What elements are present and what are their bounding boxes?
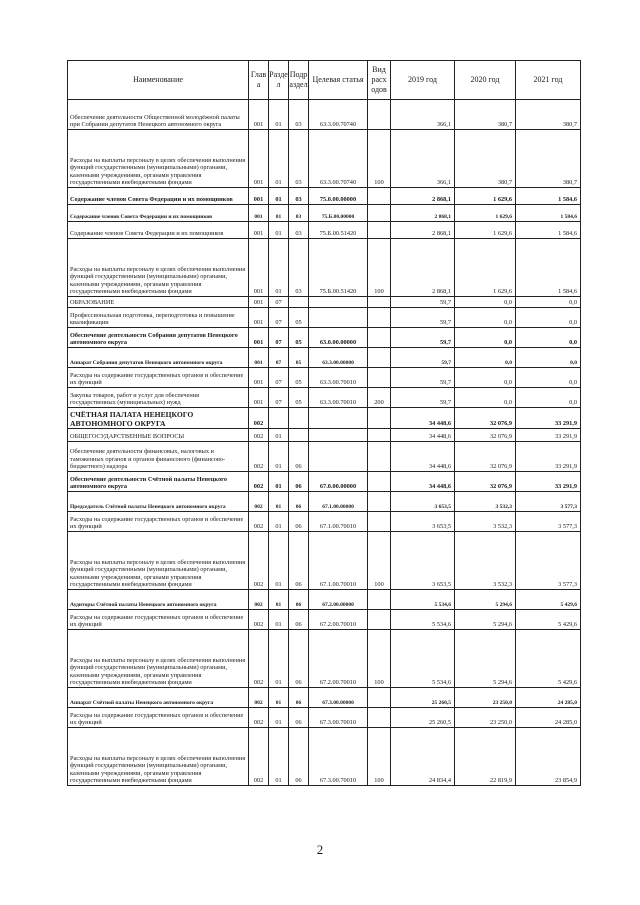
cell-name: Расходы на содержание государственных органов и обеспечение их функций <box>68 610 249 630</box>
cell-c: 3 577,3 <box>516 492 581 512</box>
cell-a: 34 448,6 <box>391 408 455 429</box>
cell-v <box>368 222 391 239</box>
cell-v: 200 <box>368 388 391 408</box>
cell-c: 5 429,6 <box>516 610 581 630</box>
cell-c: 1 584,6 <box>516 222 581 239</box>
cell-v <box>368 308 391 328</box>
table-row <box>68 100 581 130</box>
cell-g: 001 <box>249 130 269 188</box>
header-name: Наименование <box>68 61 249 100</box>
cell-c: 0,0 <box>516 328 581 348</box>
cell-a: 5 534,6 <box>391 610 455 630</box>
table-row <box>68 532 581 590</box>
cell-p: 06 <box>289 708 309 728</box>
budget-table-container <box>67 60 580 786</box>
cell-name: ОБЩЕГОСУДАРСТВЕННЫЕ ВОПРОСЫ <box>68 429 249 442</box>
cell-c: 380,7 <box>516 130 581 188</box>
cell-g: 001 <box>249 388 269 408</box>
cell-a: 59,7 <box>391 348 455 368</box>
header-razdel: Разде л <box>269 61 289 100</box>
cell-name: Расходы на содержание государственных органов и обеспечение их функций <box>68 368 249 388</box>
cell-name: Расходы на выплаты персоналу в целях обеспечения выполнения функций государственными (муниципальными) органами, казенными учреждениями, органами управления государственными внебюджетными фондами <box>68 130 249 188</box>
cell-p <box>289 297 309 308</box>
cell-a: 3 653,5 <box>391 532 455 590</box>
cell-r: 01 <box>269 429 289 442</box>
cell-c: 24 285,0 <box>516 708 581 728</box>
cell-r: 01 <box>269 630 289 688</box>
header-glava: Глав а <box>249 61 269 100</box>
cell-a: 59,7 <box>391 308 455 328</box>
cell-b: 0,0 <box>455 297 516 308</box>
cell-b: 380,7 <box>455 130 516 188</box>
cell-p: 05 <box>289 368 309 388</box>
cell-s: 63.3.00.70740 <box>309 130 368 188</box>
cell-name: Содержание членов Совета Федерации и их помощников <box>68 188 249 205</box>
cell-r <box>269 408 289 429</box>
cell-name: Расходы на содержание государственных органов и обеспечение их функций <box>68 708 249 728</box>
cell-p: 05 <box>289 388 309 408</box>
cell-v <box>368 188 391 205</box>
cell-p: 06 <box>289 610 309 630</box>
cell-name: Расходы на выплаты персоналу в целях обеспечения выполнения функций государственными (муниципальными) органами, казенными учреждениями, органами управления государственными внебюджетными фондами <box>68 239 249 297</box>
cell-s: 63.0.00.00000 <box>309 328 368 348</box>
cell-r: 01 <box>269 222 289 239</box>
cell-v <box>368 205 391 222</box>
cell-p: 03 <box>289 100 309 130</box>
cell-c: 3 577,3 <box>516 532 581 590</box>
cell-p: 06 <box>289 688 309 708</box>
cell-name: Расходы на выплаты персоналу в целях обеспечения выполнения функций государственными (муниципальными) органами, казенными учреждениями, органами управления государственными внебюджетными фондами <box>68 532 249 590</box>
cell-v <box>368 708 391 728</box>
cell-b: 23 250,0 <box>455 708 516 728</box>
table-row <box>68 708 581 728</box>
cell-a: 2 868,1 <box>391 222 455 239</box>
cell-r: 01 <box>269 688 289 708</box>
cell-g: 001 <box>249 368 269 388</box>
cell-s: 67.3.00.70010 <box>309 708 368 728</box>
cell-g: 002 <box>249 532 269 590</box>
cell-b: 22 819,9 <box>455 728 516 786</box>
cell-v <box>368 429 391 442</box>
cell-p: 05 <box>289 308 309 328</box>
cell-s: 67.1.00.70010 <box>309 512 368 532</box>
cell-r: 07 <box>269 368 289 388</box>
cell-g: 001 <box>249 100 269 130</box>
cell-b: 1 629,6 <box>455 188 516 205</box>
cell-a: 2 868,1 <box>391 205 455 222</box>
cell-s: 67.1.00.70010 <box>309 532 368 590</box>
header-2020: 2020 год <box>455 61 516 100</box>
cell-c: 33 291,9 <box>516 442 581 472</box>
cell-g: 001 <box>249 222 269 239</box>
cell-b: 3 532,3 <box>455 512 516 532</box>
cell-s: 67.2.00.70010 <box>309 630 368 688</box>
table-row <box>68 630 581 688</box>
cell-p: 06 <box>289 630 309 688</box>
cell-g: 002 <box>249 512 269 532</box>
cell-name: Содержание членов Совета Федерации и их помощников <box>68 222 249 239</box>
table-row <box>68 492 581 512</box>
table-row <box>68 348 581 368</box>
cell-v <box>368 472 391 492</box>
cell-s: 67.1.00.00000 <box>309 492 368 512</box>
cell-s: 75.Б.00.00000 <box>309 205 368 222</box>
cell-c: 1 584,6 <box>516 188 581 205</box>
cell-v <box>368 610 391 630</box>
page-number: 2 <box>316 842 324 857</box>
cell-p: 06 <box>289 512 309 532</box>
cell-name: Расходы на содержание государственных органов и обеспечение их функций <box>68 512 249 532</box>
cell-v <box>368 512 391 532</box>
cell-v: 100 <box>368 728 391 786</box>
cell-p: 03 <box>289 222 309 239</box>
cell-s: 63.3.00.70010 <box>309 388 368 408</box>
cell-c: 1 584,6 <box>516 205 581 222</box>
cell-b: 1 629,6 <box>455 239 516 297</box>
cell-p: 03 <box>289 205 309 222</box>
cell-p: 03 <box>289 239 309 297</box>
cell-c: 33 291,9 <box>516 429 581 442</box>
cell-p: 05 <box>289 348 309 368</box>
cell-v: 100 <box>368 239 391 297</box>
cell-v <box>368 492 391 512</box>
cell-a: 2 868,1 <box>391 239 455 297</box>
cell-g: 002 <box>249 472 269 492</box>
header-2021: 2021 год <box>516 61 581 100</box>
table-row <box>68 222 581 239</box>
header-vid: Вид расх одов <box>368 61 391 100</box>
cell-s: 67.0.00.00000 <box>309 472 368 492</box>
cell-g: 002 <box>249 708 269 728</box>
cell-a: 24 834,4 <box>391 728 455 786</box>
cell-g: 002 <box>249 590 269 610</box>
cell-b: 1 629,6 <box>455 205 516 222</box>
cell-g: 001 <box>249 348 269 368</box>
cell-name: СЧЁТНАЯ ПАЛАТА НЕНЕЦКОГО АВТОНОМНОГО ОКРУГА <box>68 408 249 429</box>
cell-name: Аппарат Собрания депутатов Ненецкого автономного округа <box>68 348 249 368</box>
cell-r: 01 <box>269 100 289 130</box>
cell-a: 59,7 <box>391 297 455 308</box>
cell-p <box>289 408 309 429</box>
cell-a: 366,1 <box>391 130 455 188</box>
cell-b: 5 294,6 <box>455 610 516 630</box>
cell-c: 0,0 <box>516 308 581 328</box>
header-podrazdel: Подр аздел <box>289 61 309 100</box>
cell-p: 03 <box>289 130 309 188</box>
cell-g: 001 <box>249 188 269 205</box>
cell-name: Расходы на выплаты персоналу в целях обеспечения выполнения функций государственными (муниципальными) органами, казенными учреждениями, органами управления государственными внебюджетными фондами <box>68 630 249 688</box>
cell-r: 01 <box>269 492 289 512</box>
cell-s: 67.2.00.70010 <box>309 610 368 630</box>
table-row <box>68 442 581 472</box>
cell-s: 67.2.00.00000 <box>309 590 368 610</box>
budget-table <box>67 60 581 786</box>
cell-r: 07 <box>269 308 289 328</box>
table-row <box>68 728 581 786</box>
table-row <box>68 408 581 429</box>
cell-name: Председатель Счётной палаты Ненецкого автономного округа <box>68 492 249 512</box>
cell-c: 33 291,9 <box>516 472 581 492</box>
cell-v: 100 <box>368 630 391 688</box>
cell-a: 366,1 <box>391 100 455 130</box>
cell-r: 07 <box>269 328 289 348</box>
cell-p: 06 <box>289 590 309 610</box>
cell-a: 59,7 <box>391 388 455 408</box>
cell-g: 002 <box>249 408 269 429</box>
cell-g: 001 <box>249 205 269 222</box>
table-row <box>68 388 581 408</box>
cell-b: 5 294,6 <box>455 630 516 688</box>
cell-s <box>309 408 368 429</box>
cell-p: 03 <box>289 188 309 205</box>
cell-v <box>368 442 391 472</box>
cell-r: 01 <box>269 130 289 188</box>
cell-g: 002 <box>249 429 269 442</box>
cell-p: 06 <box>289 442 309 472</box>
cell-b: 3 532,3 <box>455 532 516 590</box>
cell-name: Обеспечение деятельности Счётной палаты Ненецкого автономного округа <box>68 472 249 492</box>
table-header-row <box>68 61 581 100</box>
cell-name: Обеспечение деятельности Общественной молодёжной палаты при Собрании депутатов Ненецкого автономного округа <box>68 100 249 130</box>
cell-v <box>368 590 391 610</box>
cell-g: 002 <box>249 688 269 708</box>
cell-a: 3 653,5 <box>391 492 455 512</box>
cell-v <box>368 408 391 429</box>
cell-a: 59,7 <box>391 328 455 348</box>
cell-name: Аудиторы Счётной палаты Ненецкого автономного округа <box>68 590 249 610</box>
cell-v <box>368 297 391 308</box>
cell-a: 34 448,6 <box>391 429 455 442</box>
table-row <box>68 130 581 188</box>
header-2019: 2019 год <box>391 61 455 100</box>
table-row <box>68 429 581 442</box>
cell-r: 01 <box>269 205 289 222</box>
cell-name: Закупка товаров, работ и услуг для обеспечения государственных (муниципальных) нужд <box>68 388 249 408</box>
cell-s <box>309 308 368 328</box>
cell-g: 002 <box>249 728 269 786</box>
cell-g: 001 <box>249 308 269 328</box>
cell-c: 0,0 <box>516 297 581 308</box>
cell-a: 34 448,6 <box>391 472 455 492</box>
cell-b: 1 629,6 <box>455 222 516 239</box>
table-row <box>68 328 581 348</box>
cell-b: 32 076,9 <box>455 472 516 492</box>
cell-r: 01 <box>269 442 289 472</box>
cell-a: 3 653,5 <box>391 512 455 532</box>
cell-v <box>368 348 391 368</box>
table-row <box>68 688 581 708</box>
cell-r: 01 <box>269 239 289 297</box>
cell-s: 63.3.00.70740 <box>309 100 368 130</box>
cell-b: 32 076,9 <box>455 429 516 442</box>
cell-s: 75.Б.00.51420 <box>309 222 368 239</box>
cell-c: 0,0 <box>516 368 581 388</box>
cell-b: 380,7 <box>455 100 516 130</box>
cell-c: 3 577,3 <box>516 512 581 532</box>
table-row <box>68 297 581 308</box>
table-row <box>68 512 581 532</box>
cell-r: 07 <box>269 388 289 408</box>
table-body <box>68 100 581 786</box>
cell-c: 0,0 <box>516 388 581 408</box>
cell-r: 01 <box>269 188 289 205</box>
cell-name: Аппарат Счётной палаты Ненецкого автономного округа <box>68 688 249 708</box>
cell-g: 002 <box>249 610 269 630</box>
cell-b: 23 250,0 <box>455 688 516 708</box>
cell-c: 0,0 <box>516 348 581 368</box>
cell-name: Расходы на выплаты персоналу в целях обеспечения выполнения функций государственными (муниципальными) органами, казенными учреждениями, органами управления государственными внебюджетными фондами <box>68 728 249 786</box>
cell-v <box>368 688 391 708</box>
table-row <box>68 188 581 205</box>
cell-s <box>309 442 368 472</box>
table-row <box>68 590 581 610</box>
cell-s: 63.3.00.00000 <box>309 348 368 368</box>
cell-g: 002 <box>249 492 269 512</box>
cell-name: Содержание членов Совета Федерации и их помощников <box>68 205 249 222</box>
cell-p: 06 <box>289 728 309 786</box>
cell-c: 23 854,9 <box>516 728 581 786</box>
cell-b: 3 532,3 <box>455 492 516 512</box>
table-row <box>68 205 581 222</box>
table-row <box>68 610 581 630</box>
table-row <box>68 472 581 492</box>
cell-g: 001 <box>249 239 269 297</box>
header-statya: Целевая статья <box>309 61 368 100</box>
cell-s: 75.Б.00.51420 <box>309 239 368 297</box>
cell-c: 1 584,6 <box>516 239 581 297</box>
cell-p: 06 <box>289 472 309 492</box>
cell-g: 002 <box>249 630 269 688</box>
cell-c: 5 429,6 <box>516 590 581 610</box>
cell-v: 100 <box>368 532 391 590</box>
cell-a: 25 260,5 <box>391 688 455 708</box>
cell-p: 05 <box>289 328 309 348</box>
cell-v: 100 <box>368 130 391 188</box>
cell-name: Профессиональная подготовка, переподготовка и повышение квалификации <box>68 308 249 328</box>
table-row <box>68 308 581 328</box>
cell-s <box>309 429 368 442</box>
cell-a: 5 534,6 <box>391 630 455 688</box>
cell-b: 0,0 <box>455 388 516 408</box>
cell-v <box>368 328 391 348</box>
cell-s: 75.0.00.00000 <box>309 188 368 205</box>
cell-p: 06 <box>289 532 309 590</box>
cell-p <box>289 429 309 442</box>
cell-name: ОБРАЗОВАНИЕ <box>68 297 249 308</box>
cell-r: 01 <box>269 512 289 532</box>
cell-s <box>309 297 368 308</box>
cell-p: 06 <box>289 492 309 512</box>
cell-b: 0,0 <box>455 328 516 348</box>
cell-r: 01 <box>269 610 289 630</box>
cell-c: 5 429,6 <box>516 630 581 688</box>
cell-c: 380,7 <box>516 100 581 130</box>
cell-a: 25 260,5 <box>391 708 455 728</box>
cell-r: 01 <box>269 708 289 728</box>
cell-b: 0,0 <box>455 308 516 328</box>
cell-s: 63.3.00.70010 <box>309 368 368 388</box>
table-row <box>68 368 581 388</box>
cell-name: Обеспечение деятельности финансовых, налоговых и таможенных органов и органов финансового (финансово-бюджетного) надзора <box>68 442 249 472</box>
cell-b: 0,0 <box>455 368 516 388</box>
cell-s: 67.3.00.00000 <box>309 688 368 708</box>
cell-g: 001 <box>249 328 269 348</box>
cell-name: Обеспечение деятельности Собрания депутатов Ненецкого автономного округа <box>68 328 249 348</box>
cell-a: 59,7 <box>391 368 455 388</box>
cell-v <box>368 368 391 388</box>
cell-s: 67.3.00.70010 <box>309 728 368 786</box>
cell-c: 24 285,0 <box>516 688 581 708</box>
cell-b: 0,0 <box>455 348 516 368</box>
cell-g: 001 <box>249 297 269 308</box>
cell-r: 01 <box>269 728 289 786</box>
cell-r: 07 <box>269 297 289 308</box>
cell-r: 01 <box>269 590 289 610</box>
cell-b: 5 294,6 <box>455 590 516 610</box>
cell-a: 5 534,6 <box>391 590 455 610</box>
table-row <box>68 239 581 297</box>
cell-c: 33 291,9 <box>516 408 581 429</box>
cell-a: 2 868,1 <box>391 188 455 205</box>
cell-r: 01 <box>269 472 289 492</box>
cell-b: 32 076,9 <box>455 408 516 429</box>
cell-g: 002 <box>249 442 269 472</box>
cell-r: 01 <box>269 532 289 590</box>
cell-a: 34 448,6 <box>391 442 455 472</box>
cell-v <box>368 100 391 130</box>
cell-b: 32 076,9 <box>455 442 516 472</box>
cell-r: 07 <box>269 348 289 368</box>
